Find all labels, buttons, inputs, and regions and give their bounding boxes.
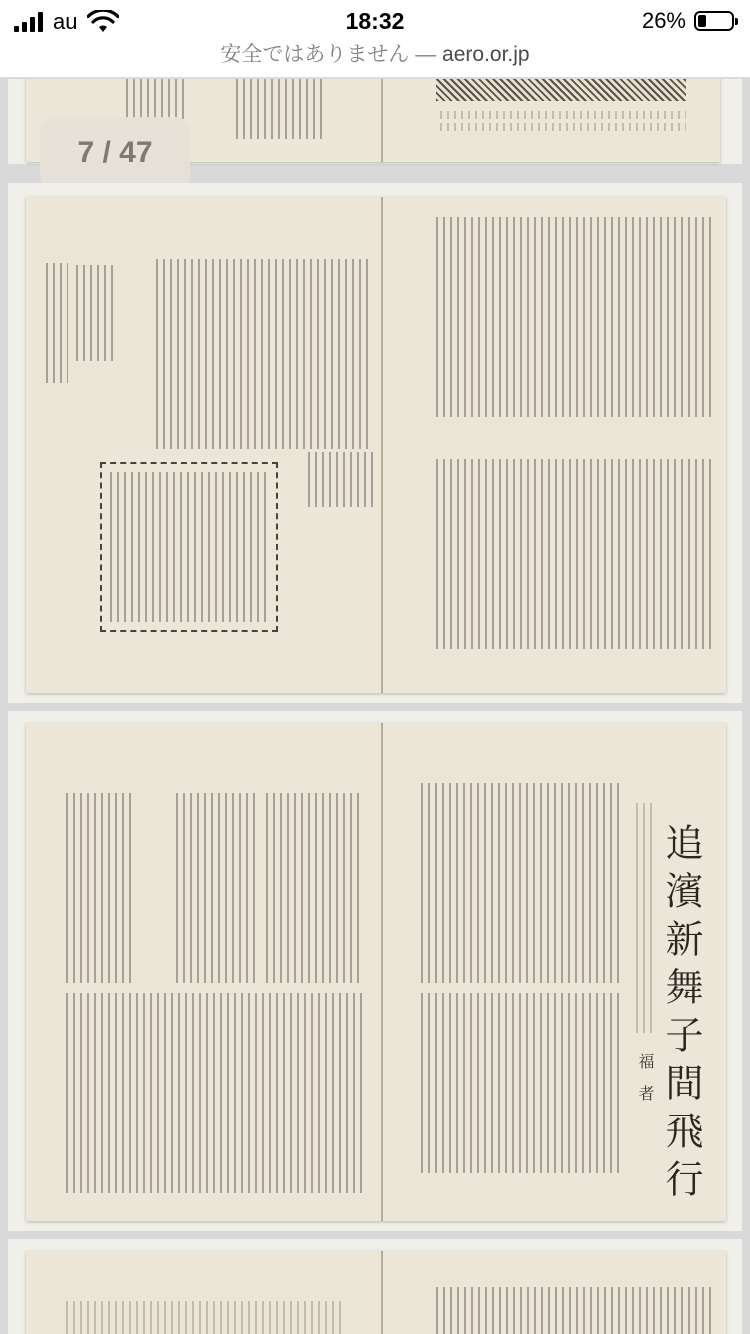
boxed-note — [100, 462, 278, 632]
battery-icon — [694, 11, 734, 31]
status-bar — [0, 0, 750, 42]
document-viewer[interactable] — [0, 79, 750, 1334]
page-counter: 7 / 47 — [40, 117, 190, 189]
battery-percentage: 26% — [641, 8, 686, 33]
page-scan — [26, 723, 726, 1221]
page-scan — [26, 197, 726, 693]
page-spread-8[interactable] — [8, 711, 742, 1231]
carrier-name: au — [53, 9, 78, 34]
status-right — [642, 8, 734, 34]
page-thumbnail-next[interactable] — [8, 1239, 742, 1334]
clock: 18:32 — [345, 8, 405, 34]
article-title: 追濱新舞子間飛行 — [659, 823, 703, 1207]
article-author: 福 者 — [636, 1053, 655, 1101]
illustration-strip — [436, 79, 686, 101]
address-bar[interactable] — [0, 42, 750, 78]
page-scan — [26, 1251, 726, 1334]
url-domain: aero.or.jp — [442, 43, 530, 66]
page-spread-7[interactable] — [8, 183, 742, 703]
security-warning: 安全ではありません — — [220, 43, 443, 66]
